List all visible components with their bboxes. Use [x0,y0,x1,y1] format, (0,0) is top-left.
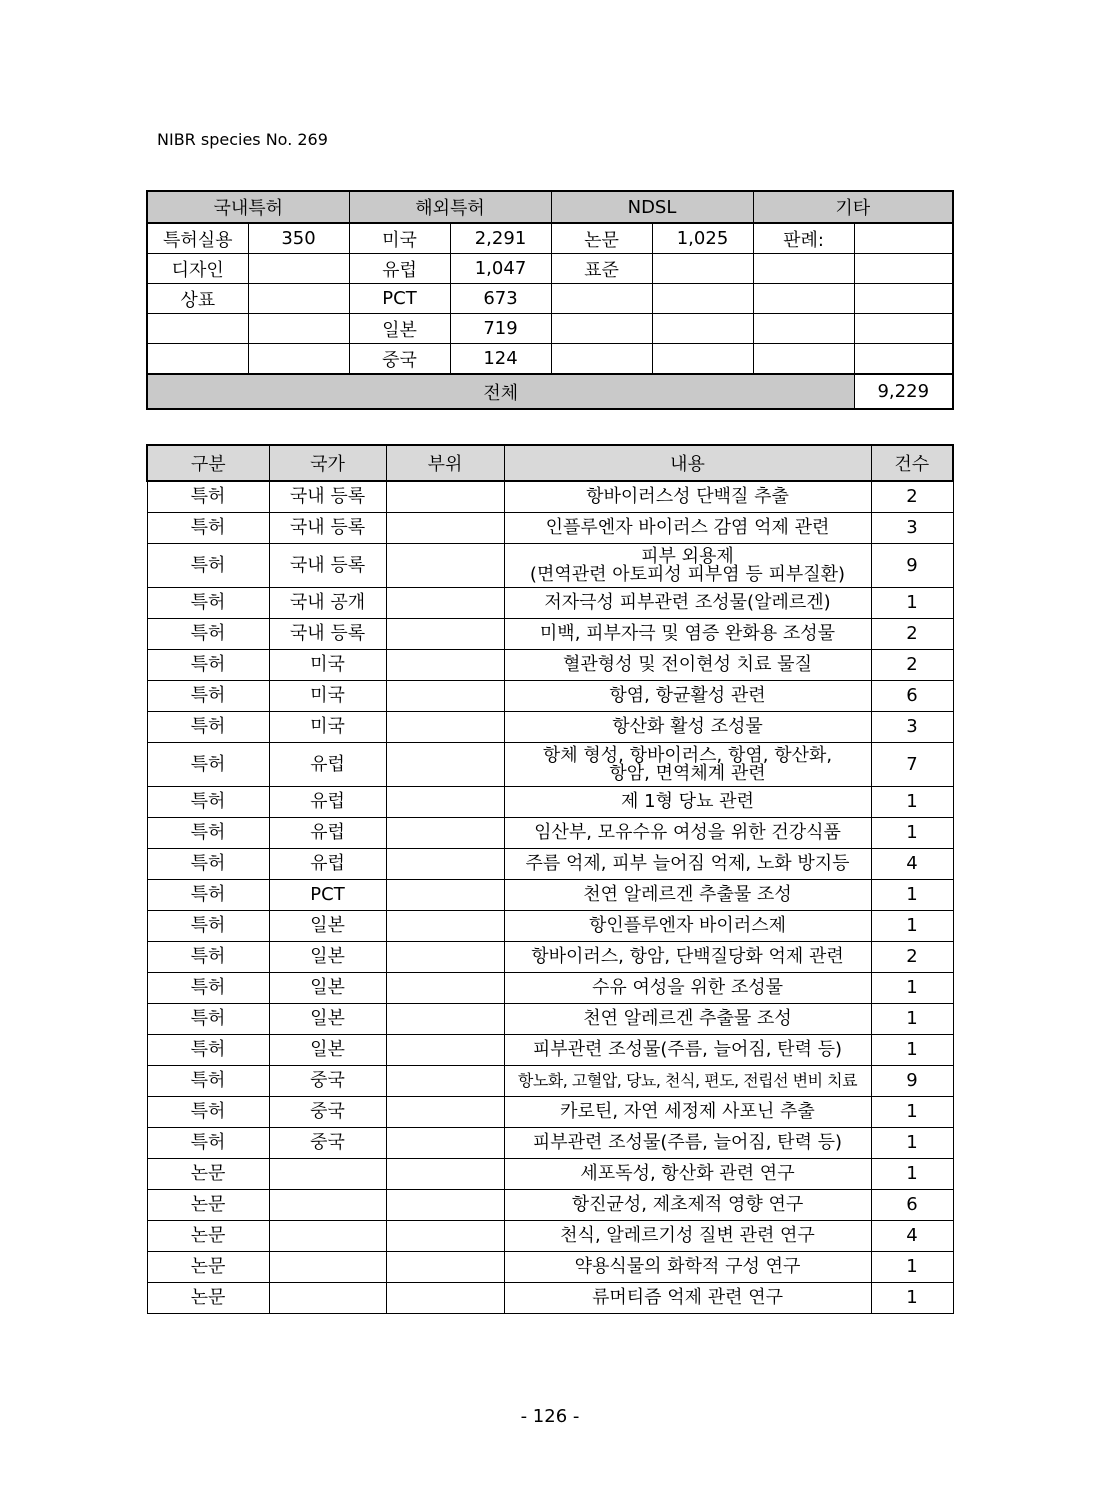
header-other: 기타 [753,191,953,223]
summary-cell: 유럽 [349,254,450,284]
summary-cell: 124 [450,344,551,375]
content-cell: 항바이러스, 항암, 단백질당화 억제 관련 [504,942,871,973]
summary-cell: 중국 [349,344,450,375]
country-cell [269,1159,386,1190]
category-cell: 논문 [147,1283,269,1314]
table-row [147,1035,953,1066]
summary-cell: 673 [450,284,551,314]
content-cell: 항염, 항균활성 관련 [504,681,871,712]
header-country: 국가 [269,445,386,481]
country-cell: 중국 [269,1097,386,1128]
count-cell: 1 [871,880,953,911]
table-row [147,712,953,743]
content-cell: 피부관련 조성물(주름, 늘어짐, 탄력 등) [504,1128,871,1159]
table-row [147,818,953,849]
count-cell: 1 [871,1004,953,1035]
category-cell: 특허 [147,681,269,712]
table-row [147,619,953,650]
category-cell: 논문 [147,1190,269,1221]
summary-cell: 1,025 [652,223,753,254]
count-cell: 1 [871,1159,953,1190]
summary-cell: PCT [349,284,450,314]
count-cell: 3 [871,513,953,544]
count-cell: 1 [871,1097,953,1128]
table-row [147,588,953,619]
table-row [147,1159,953,1190]
summary-cell [753,254,854,284]
content-cell: 약용식물의 화학적 구성 연구 [504,1252,871,1283]
table-row [147,911,953,942]
category-cell: 특허 [147,619,269,650]
part-cell [386,619,504,650]
category-cell: 특허 [147,650,269,681]
count-cell: 9 [871,544,953,588]
count-cell: 1 [871,1283,953,1314]
category-cell: 특허 [147,1066,269,1097]
summary-cell [248,314,349,344]
summary-cell [248,344,349,375]
country-cell: 미국 [269,712,386,743]
part-cell [386,1221,504,1252]
count-cell: 2 [871,650,953,681]
summary-cell: 2,291 [450,223,551,254]
count-cell: 1 [871,1252,953,1283]
summary-cell [652,284,753,314]
summary-cell: 논문 [551,223,652,254]
summary-cell: 일본 [349,314,450,344]
summary-cell: 350 [248,223,349,254]
content-cell: 제 1형 당뇨 관련 [504,787,871,818]
country-cell: 일본 [269,911,386,942]
table-row [147,973,953,1004]
content-cell: 임산부, 모유수유 여성을 위한 건강식품 [504,818,871,849]
summary-cell: 미국 [349,223,450,254]
header-part: 부위 [386,445,504,481]
part-cell [386,743,504,787]
summary-cell [854,254,953,284]
part-cell [386,712,504,743]
header-foreign-patent: 해외특허 [349,191,551,223]
header-content: 내용 [504,445,871,481]
part-cell [386,681,504,712]
part-cell [386,1004,504,1035]
summary-cell: 특허실용 [147,223,248,254]
summary-row [147,284,953,314]
count-cell: 2 [871,942,953,973]
category-cell: 특허 [147,712,269,743]
table-row [147,942,953,973]
table-row [147,880,953,911]
summary-cell [854,314,953,344]
summary-cell [652,344,753,375]
count-cell: 9 [871,1066,953,1097]
part-cell [386,1190,504,1221]
content-cell: 류머티즘 억제 관련 연구 [504,1283,871,1314]
table-row [147,743,953,787]
country-cell: 미국 [269,681,386,712]
content-cell: 피부 외용제 (면역관련 아토피성 피부염 등 피부질환) [504,544,871,588]
category-cell: 논문 [147,1159,269,1190]
part-cell [386,1066,504,1097]
table-row [147,513,953,544]
country-cell: 유럽 [269,818,386,849]
species-label: NIBR species No. 269 [157,130,328,149]
country-cell: 국내 등록 [269,544,386,588]
category-cell: 특허 [147,588,269,619]
header-count: 건수 [871,445,953,481]
content-cell: 주름 억제, 피부 늘어짐 억제, 노화 방지등 [504,849,871,880]
table-row [147,1283,953,1314]
content-cell: 저자극성 피부관련 조성물(알레르겐) [504,588,871,619]
summary-cell [854,284,953,314]
summary-cell [147,344,248,375]
content-cell: 미백, 피부자극 및 염증 완화용 조성물 [504,619,871,650]
header-category: 구분 [147,445,269,481]
content-cell: 인플루엔자 바이러스 감염 억제 관련 [504,513,871,544]
part-cell [386,1097,504,1128]
part-cell [386,787,504,818]
count-cell: 1 [871,1035,953,1066]
header-domestic-patent: 국내특허 [147,191,349,223]
count-cell: 2 [871,619,953,650]
summary-cell [652,254,753,284]
country-cell: 중국 [269,1066,386,1097]
summary-cell [753,284,854,314]
part-cell [386,849,504,880]
summary-cell: 719 [450,314,551,344]
summary-table [146,190,954,410]
part-cell [386,1159,504,1190]
table-row [147,849,953,880]
content-cell: 천식, 알레르기성 질변 관련 연구 [504,1221,871,1252]
table-row [147,650,953,681]
summary-cell [753,344,854,375]
country-cell: 일본 [269,973,386,1004]
count-cell: 1 [871,588,953,619]
content-cell: 혈관형성 및 전이현성 치료 물질 [504,650,871,681]
total-value: 9,229 [854,374,953,409]
part-cell [386,1252,504,1283]
summary-cell [854,223,953,254]
summary-cell [854,344,953,375]
table-row [147,1066,953,1097]
country-cell: 유럽 [269,743,386,787]
summary-cell: 1,047 [450,254,551,284]
country-cell: 국내 등록 [269,513,386,544]
country-cell: 유럽 [269,849,386,880]
summary-cell [551,284,652,314]
country-cell: 국내 공개 [269,588,386,619]
part-cell [386,818,504,849]
country-cell [269,1221,386,1252]
detail-header-row [147,445,953,481]
summary-cell [248,284,349,314]
count-cell: 4 [871,1221,953,1252]
summary-row [147,254,953,284]
count-cell: 7 [871,743,953,787]
category-cell: 특허 [147,849,269,880]
country-cell: 일본 [269,1004,386,1035]
category-cell: 특허 [147,911,269,942]
part-cell [386,942,504,973]
table-row [147,544,953,588]
count-cell: 6 [871,681,953,712]
country-cell: 일본 [269,1035,386,1066]
category-cell: 특허 [147,481,269,513]
part-cell [386,513,504,544]
table-row [147,1190,953,1221]
content-cell: 카로틴, 자연 세정제 사포닌 추출 [504,1097,871,1128]
part-cell [386,1035,504,1066]
category-cell: 논문 [147,1221,269,1252]
table-row [147,787,953,818]
summary-cell [147,314,248,344]
part-cell [386,544,504,588]
country-cell: 일본 [269,942,386,973]
summary-cell [551,314,652,344]
country-cell [269,1283,386,1314]
category-cell: 특허 [147,880,269,911]
content-cell: 항노화, 고혈압, 당뇨, 천식, 편도, 전립선 변비 치료 [504,1066,871,1097]
country-cell [269,1190,386,1221]
content-cell: 항산화 활성 조성물 [504,712,871,743]
content-cell: 세포독성, 항산화 관련 연구 [504,1159,871,1190]
count-cell: 1 [871,911,953,942]
summary-total-row [147,374,953,409]
header-ndsl: NDSL [551,191,753,223]
table-row [147,1252,953,1283]
country-cell: 중국 [269,1128,386,1159]
table-row [147,1128,953,1159]
category-cell: 특허 [147,973,269,1004]
part-cell [386,880,504,911]
summary-cell: 디자인 [147,254,248,284]
part-cell [386,973,504,1004]
count-cell: 1 [871,973,953,1004]
summary-cell [652,314,753,344]
summary-cell: 상표 [147,284,248,314]
country-cell: 국내 등록 [269,619,386,650]
category-cell: 특허 [147,513,269,544]
content-cell: 수유 여성을 위한 조성물 [504,973,871,1004]
count-cell: 1 [871,1128,953,1159]
part-cell [386,588,504,619]
detail-table [146,444,954,1314]
category-cell: 특허 [147,818,269,849]
content-cell: 항체 형성, 항바이러스, 항염, 항산화, 항암, 면역체계 관련 [504,743,871,787]
content-cell: 항바이러스성 단백질 추출 [504,481,871,513]
category-cell: 특허 [147,1035,269,1066]
country-cell [269,1252,386,1283]
summary-cell [753,314,854,344]
content-cell: 천연 알레르겐 추출물 조성 [504,880,871,911]
part-cell [386,911,504,942]
summary-row [147,344,953,375]
summary-cell: 판례: [753,223,854,254]
part-cell [386,1128,504,1159]
summary-cell: 표준 [551,254,652,284]
part-cell [386,1283,504,1314]
table-row [147,681,953,712]
count-cell: 6 [871,1190,953,1221]
category-cell: 특허 [147,942,269,973]
content-cell: 항인플루엔자 바이러스제 [504,911,871,942]
total-label: 전체 [147,374,854,409]
count-cell: 2 [871,481,953,513]
count-cell: 4 [871,849,953,880]
category-cell: 논문 [147,1252,269,1283]
count-cell: 3 [871,712,953,743]
content-cell: 피부관련 조성물(주름, 늘어짐, 탄력 등) [504,1035,871,1066]
table-row [147,1221,953,1252]
part-cell [386,481,504,513]
category-cell: 특허 [147,1004,269,1035]
summary-row [147,314,953,344]
country-cell: 국내 등록 [269,481,386,513]
summary-header-row [147,191,953,223]
summary-row [147,223,953,254]
count-cell: 1 [871,818,953,849]
table-row [147,481,953,513]
summary-cell [551,344,652,375]
content-cell: 항진균성, 제초제적 영향 연구 [504,1190,871,1221]
category-cell: 특허 [147,743,269,787]
country-cell: PCT [269,880,386,911]
page-number: - 126 - [520,1406,580,1427]
table-row [147,1097,953,1128]
count-cell: 1 [871,787,953,818]
category-cell: 특허 [147,787,269,818]
summary-cell [248,254,349,284]
category-cell: 특허 [147,1097,269,1128]
category-cell: 특허 [147,544,269,588]
category-cell: 특허 [147,1128,269,1159]
part-cell [386,650,504,681]
country-cell: 미국 [269,650,386,681]
country-cell: 유럽 [269,787,386,818]
content-cell: 천연 알레르겐 추출물 조성 [504,1004,871,1035]
table-row [147,1004,953,1035]
